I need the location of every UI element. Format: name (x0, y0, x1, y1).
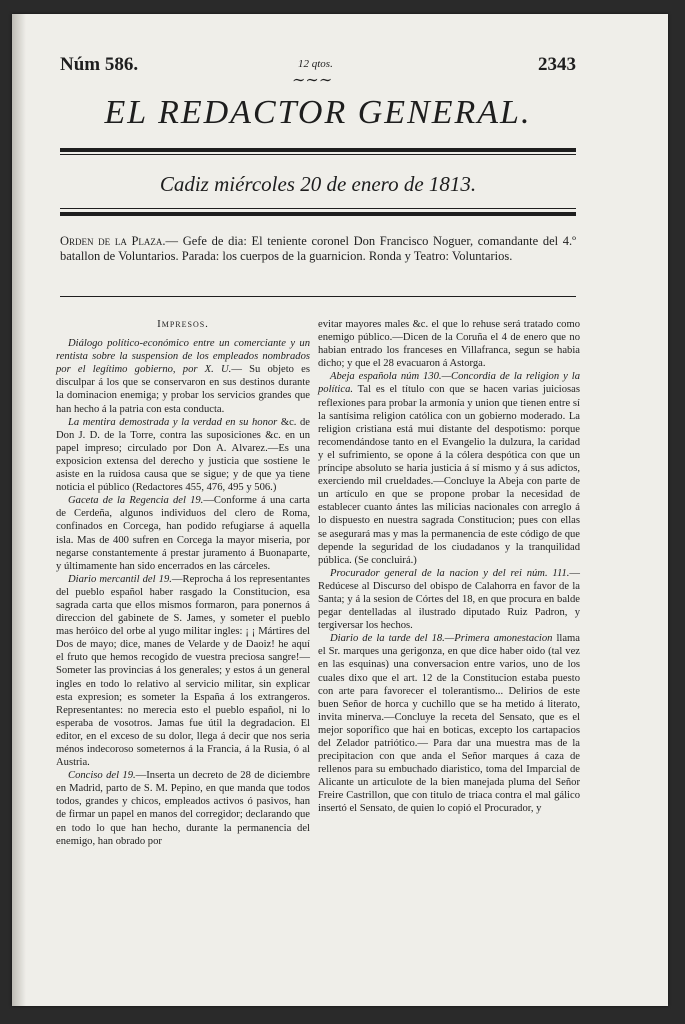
left-column (56, 318, 310, 848)
article-paragraph: Diálogo político-económico entre un comerciante y un rentista sobre la suspension de los empleados nombrados por el legítimo gobierno, por X. U.— Su objeto es disculpar á los que se conservaron en sus destinos durante la dominacion enemiga; y probar los servicios grandes que han hecho á la patria con esta conducta. (56, 338, 310, 415)
orden-lead: Orden de la Plaza. (60, 234, 166, 248)
flourish-ornament: ∼∼∼ (292, 72, 333, 89)
right-column (318, 318, 580, 816)
dateline-rule-thin (60, 208, 576, 209)
header-rule-top (60, 148, 576, 152)
orden-text: — Gefe de dia: El teniente coronel Don Francisco Noguer, comandante del 4.º batallon de Voluntarios. Parada: los cuerpos de la guarnicion. Ronda y Teatro: Voluntarios. (60, 234, 576, 263)
article-paragraph: Diario mercantil del 19.—Reprocha á los representantes del pueblo español haber rasgado la Constitucion, esa sagrada carta que ellos mismos formaron, para ponernos á direccion del gabinete de S. James, y someter el pueblo mas heróico del orbe al yugo militar ingles: ¡ ¡ Mártires del Dos de mayo; dice, manes de Velarde y de Daoiz! he aquí el fruto que hemos recogido de vuestra preciosa sangre!—Someter las provincias á los generales; y estos á un general ingles en todo lo relativo al servicio militar, sin explicar esta expresion; es someter la España á los extrangeros. Representantes: no merecia esto el pueblo español, ni lo esperaba de vosotros. Jamas fue útil la degradacion. El editor, en el exceso de su dolor, llega á decir que nos seria ménos indecoroso someternos á la Francia, á la Rusia, ó al Austria. (56, 573, 310, 769)
article-paragraph: Gaceta de la Regencia del 19.—Conforme á una carta de Cerdeña, algunos individuos del clero de Roma, confinados en Corcega, han podido refugiarse á aquella isla. Mas de 400 sufren en Corcega la mayor miseria, por negarse constantemente á prestar juramento á Buonaparte, y últimamente han sido encerrados en las cárceles. (56, 495, 310, 572)
masthead-title: EL REDACTOR GENERAL. (104, 94, 532, 131)
page-number: 2343 (538, 54, 576, 75)
article-paragraph: Procurador general de la nacion y del rei núm. 111.—Redúcese al Discurso del obispo de Calahorra en favor de la Santa; y á la sesion de Córtes del 18, en que procura en balde pegar dentelladas al ilustrado diputado Ruiz Padron, y tergiversar los hechos. (318, 567, 580, 632)
issue-number: Núm 586. (60, 54, 139, 75)
article-paragraph: Conciso del 19.—Inserta un decreto de 28 de diciembre en Madrid, parto de S. M. Pepino, en que manda que todos todos, grandes y chicos, empleados activos ó pasivos, han de firmar un papel en manos del corregidor; declarando que en todo lo que han hecho, durante la permanencia del enemigo, han obrado por (56, 770, 310, 847)
header-rule-top-thin (60, 154, 576, 155)
orden-de-la-plaza (60, 234, 576, 264)
page-spine-shadow (12, 14, 26, 1006)
dateline: Cadiz miércoles 20 de enero de 1813. (159, 172, 477, 196)
section-divider (60, 296, 576, 297)
article-paragraph: Diario de la tarde del 18.—Primera amonestacion llama el Sr. marques una gerigonza, en que dice haber oido (tal vez en las esquinas) una conversacion entre varios, uno de los cuales dixo que el art. 12 de la Constitucion estaba puesto con arte para favorecer el tolerantismo... Delirios de este buen Señor de horca y cuchillo que se ha metido á literato, invita minerva.—Concluye la receta del Sensato, que es el mejor soporífico que hai en boticas, excepto los cartapacios del Zelador patriótico.— Para dar una muestra mas de la precipitacion con que anda el Señor marques á caza de rellenos para su embuchado diaristico, toma del Imparcial de Alicante un articulote de la bien manejada pluma del Señor Freire Castrillon, que con titulo de triaca contra el mal gálico insertó el Sensato, de quien lo copió el Procurador, y (318, 633, 580, 815)
article-paragraph: evitar mayores males &c. el que lo rehuse será tratado como enemigo público.—Dicen de la Coruña el 4 de enero que no habian entrado los franceses en Villafranca, segun se habia dicho; y que el 28 evacuaron á Astorga. (318, 319, 580, 370)
article-paragraph: La mentira demostrada y la verdad en su honor &c. de Don J. D. de la Torre, contra las suposiciones &c. en un papel impreso; circulado por Don A. Alvarez.—Es una exposicion extensa del derecho y justicia que sostiene le asiste en la ruidosa causa que se sigue; y de que ya tiene noticia el público (Redactores 455, 476, 495 y 506.) (56, 416, 310, 494)
header-top-row (60, 54, 576, 89)
newspaper-page (12, 14, 668, 1006)
article-paragraph: Abeja española núm 130.—Concordia de la religion y la política. Tal es el título con que se hacen varias juiciosas reflexiones para probar la armonía y union que tienen entre sí la santísima religion católica con un gobierno moderado. La religion cristiana está mui distante del despotismo: porque recomendándose tanto en el Evangelio la dulzura, la caridad y el sufrimiento, se opone á la cólera despótica con que un príncipe absoluto se haria justicia á sí mismo y á sus adictos, exerciendo mil crueldades.—Concluye la Abeja con parte de un artículo en que se propone probar la necesidad de establecer cuanto ántes las milicias nacionales con arreglo á lo dispuesto en nuestra sagrada Constitucion; pues con ellas se asegurará mas y mas la permanencia de este código de que depende la seguridad de los ciudadanos y la tranquilidad pública. (Se concluirá.) (318, 371, 580, 566)
price-note: 12 qtos. (298, 58, 333, 70)
dateline-rule (60, 212, 576, 216)
section-heading-impresos: Impresos. (157, 318, 209, 330)
